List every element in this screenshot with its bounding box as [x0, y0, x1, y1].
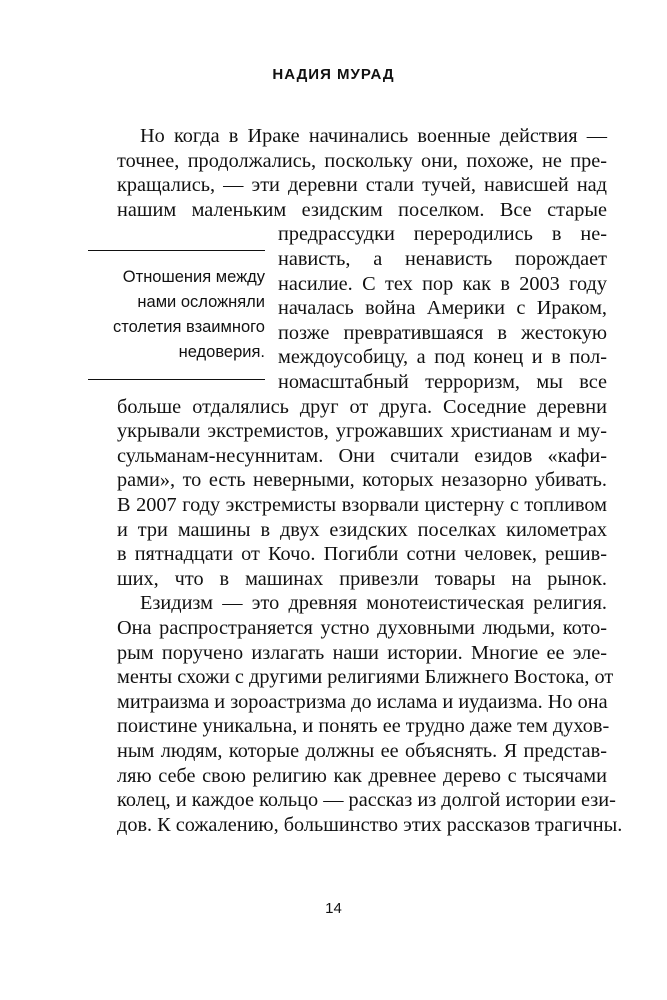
text-line: поистине уникальна, и понять ее трудно даже тем духов- — [117, 715, 610, 738]
text-line: менты схожи с другими религиями Ближнего Востока, от — [117, 666, 614, 689]
text-line: рами», то есть неверными, которых незазорно убивать. — [117, 469, 607, 492]
text-line: дов. К сожалению, большинство этих рассказов трагичны. — [117, 813, 623, 836]
text-line: точнее, продолжались, поскольку они, похоже, не пре- — [117, 149, 607, 172]
text-line: началась война Америки с Ираком, — [278, 297, 607, 320]
running-header: НАДИЯ МУРАД — [272, 66, 395, 83]
text-line: рым поручено излагать наши истории. Многие ее эле- — [117, 641, 607, 664]
text-line: насилие. С тех пор как в 2003 году — [278, 272, 607, 295]
text-line: Но когда в Ираке начинались военные действия — — [140, 125, 607, 147]
text-line: митраизма и зороастризма до ислама и иудаизма. Но она — [117, 690, 608, 713]
pull-quote-line: нами осложняли — [137, 293, 265, 311]
text-line: сульманам-несуннитам. Они считали езидов «кафи- — [117, 444, 607, 467]
text-line: номасштабный терроризм, мы все — [278, 371, 607, 393]
text-line: Езидизм — это древняя монотеистическая религия. — [140, 592, 607, 615]
text-line: кращались, — эти деревни стали тучей, нависшей над — [117, 174, 607, 197]
page-number: 14 — [325, 900, 342, 917]
text-line: ным людям, которые должны ее объяснять. Я представ- — [117, 740, 607, 762]
text-line: в пятнадцати от Кочо. Погибли сотни человек, решив- — [117, 543, 607, 566]
text-line: укрывали экстремистов, угрожавших христианам и му- — [117, 420, 607, 443]
text-line: нависть, а ненависть порождает — [278, 248, 607, 270]
text-line: В 2007 году экстремисты взорвали цистерну с топливом — [117, 494, 607, 516]
text-line: позже превратившаяся в жестокую — [278, 321, 607, 344]
pull-quote-bottom-rule — [88, 379, 265, 380]
text-line: ляю себе свою религию как древнее дерево с тысячами — [117, 764, 607, 787]
text-line: больше отдалялись друг от друга. Соседние деревни — [117, 395, 607, 418]
text-line: ших, что в машинах привезли товары на рынок. — [117, 567, 607, 590]
pull-quote-line: столетия взаимного — [113, 318, 265, 336]
text-line: междоусобицу, а под конец и в пол- — [278, 346, 607, 369]
pull-quote-text — [88, 251, 265, 379]
pull-quote-line: Отношения между — [122, 268, 265, 286]
text-line: Она распространяется устно духовными людьми, кото- — [117, 617, 607, 639]
text-line: нашим маленьким езидским поселком. Все старые — [117, 198, 607, 221]
text-line: колец, и каждое кольцо — рассказ из долгой истории ези- — [117, 789, 616, 812]
pull-quote — [88, 250, 265, 380]
text-line: предрассудки переродились в не- — [278, 223, 607, 246]
text-line: и три машины в двух езидских поселках километрах — [117, 518, 607, 541]
pull-quote-line: недоверия. — [178, 343, 265, 361]
